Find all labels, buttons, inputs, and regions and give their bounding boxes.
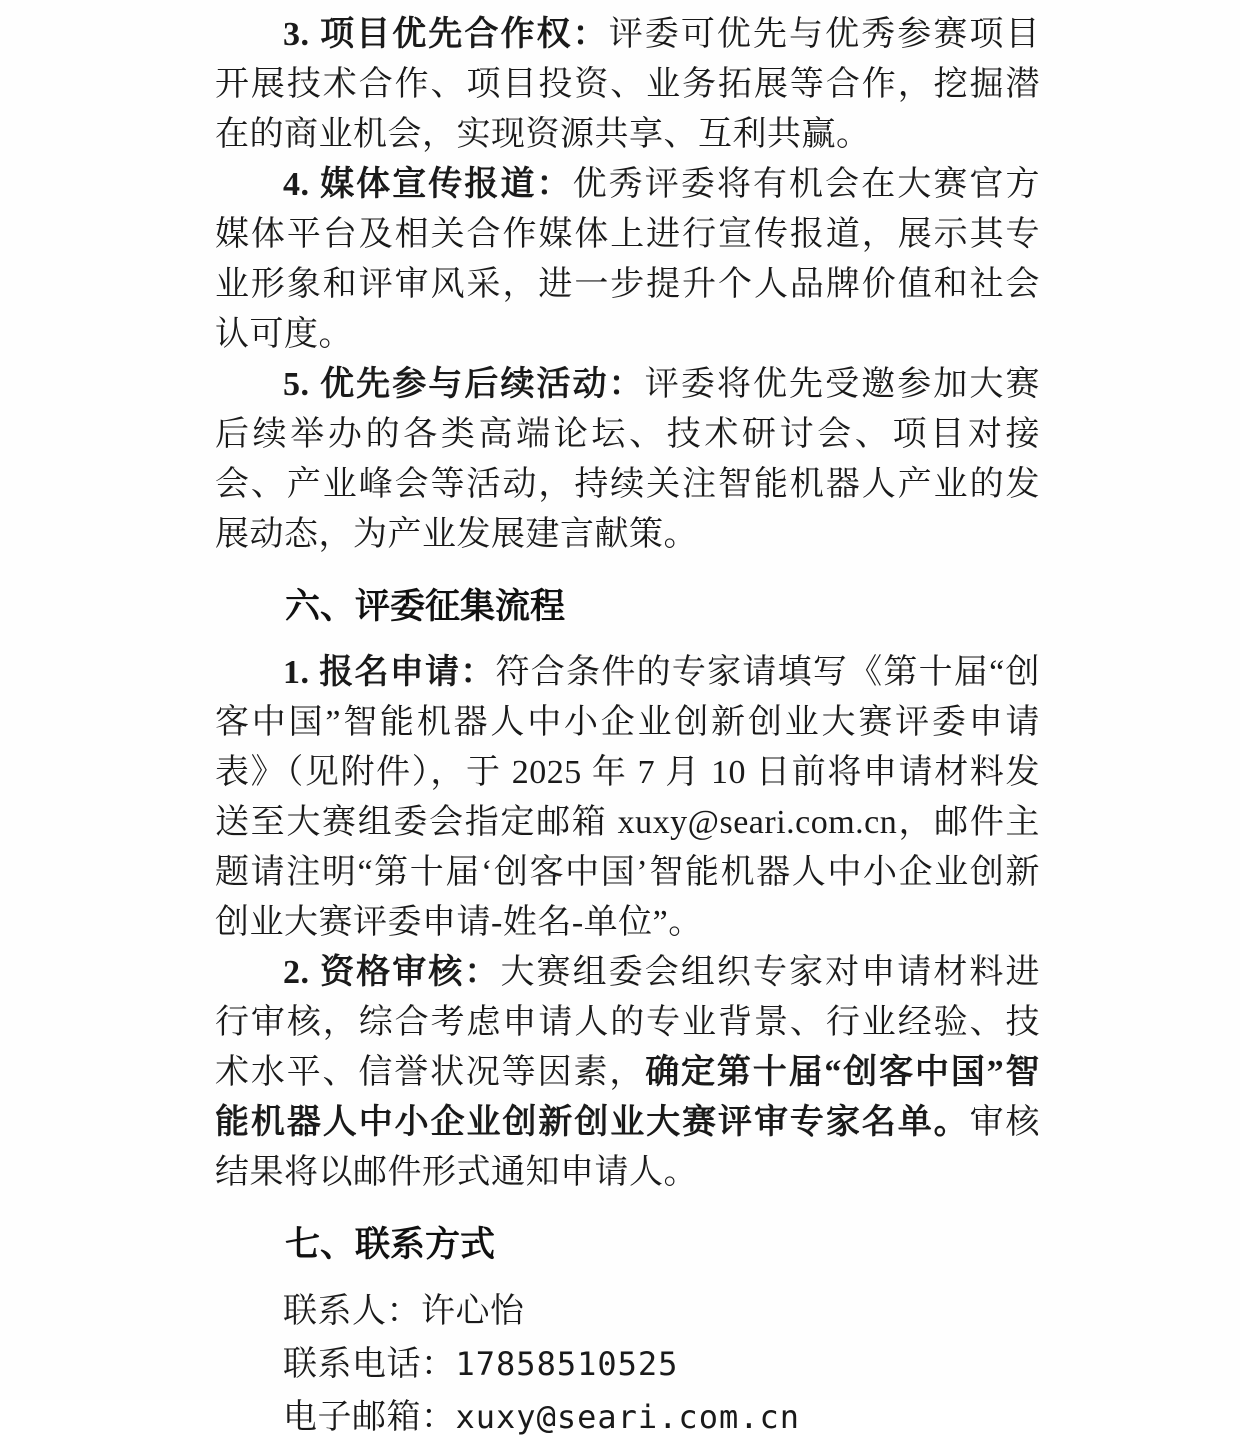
benefit-item-3 [215,10,1040,160]
benefit-item-3-label: 3. 项目优先合作权： [283,16,609,53]
benefit-item-4 [215,160,1040,360]
benefit-item-3-text: 评委可优先与优秀参赛项目开展技术合作、项目投资、业务拓展等合作，挖掘潜在的商业机会，实现资源共享、互利共赢。 [215,16,1041,153]
process-step-1-text: 符合条件的专家请填写《第十届“创客中国”智能机器人中小企业创新创业大赛评委申请表》（见附件），于 2025 年 7 月 10 日前将申请材料发送至大赛组委会指定邮箱 xuxy@seari.com.cn，邮件主题请注明“第十届‘创客中国’智能机器人中小企业创新创业大赛评委申请-姓名-单位”。 [215,654,1040,941]
contact-email-value: xuxy@seari.com.cn [455,1398,801,1436]
contact-email-row [215,1391,1040,1444]
contact-person-label: 联系人： [283,1293,421,1330]
process-step-2-text-bold: 确定第十届“创客中国”智能机器人中小企业创新创业大赛评审专家名单。 [215,1054,1041,1141]
process-step-2-text-before: 大赛组委会组织专家对申请材料进行审核，综合考虑申请人的专业背景、行业经验、技术水平、信誉状况等因素， [215,954,1041,1091]
contact-person-value: 许心怡 [421,1293,525,1330]
benefit-item-4-label: 4. 媒体宣传报道： [283,166,573,203]
benefit-item-5 [215,360,1040,560]
process-step-2-text-after: 审核结果将以邮件形式通知申请人。 [215,1104,1041,1191]
contact-phone-value: 17858510525 [455,1345,679,1383]
process-step-1-label: 1. 报名申请： [283,654,496,691]
contact-phone-row [215,1338,1040,1391]
benefit-item-5-label: 5. 优先参与后续活动： [283,366,645,403]
section-heading-contact: 七、联系方式 [285,1225,496,1264]
process-step-2-label: 2. 资格审核： [283,954,501,991]
benefit-item-4-text: 优秀评委将有机会在大赛官方媒体平台及相关合作媒体上进行宣传报道，展示其专业形象和评审风采，进一步提升个人品牌价值和社会认可度。 [215,166,1041,353]
contact-phone-label: 联系电话： [283,1346,456,1383]
process-step-1 [215,648,1040,948]
benefit-item-5-text: 评委将优先受邀参加大赛后续举办的各类高端论坛、技术研讨会、项目对接会、产业峰会等活动，持续关注智能机器人产业的发展动态，为产业发展建言献策。 [215,366,1040,553]
contact-email-label: 电子邮箱： [283,1399,456,1436]
process-step-2 [215,948,1040,1198]
contact-person-row [215,1286,1040,1338]
section-heading-process: 六、评委征集流程 [285,587,566,626]
